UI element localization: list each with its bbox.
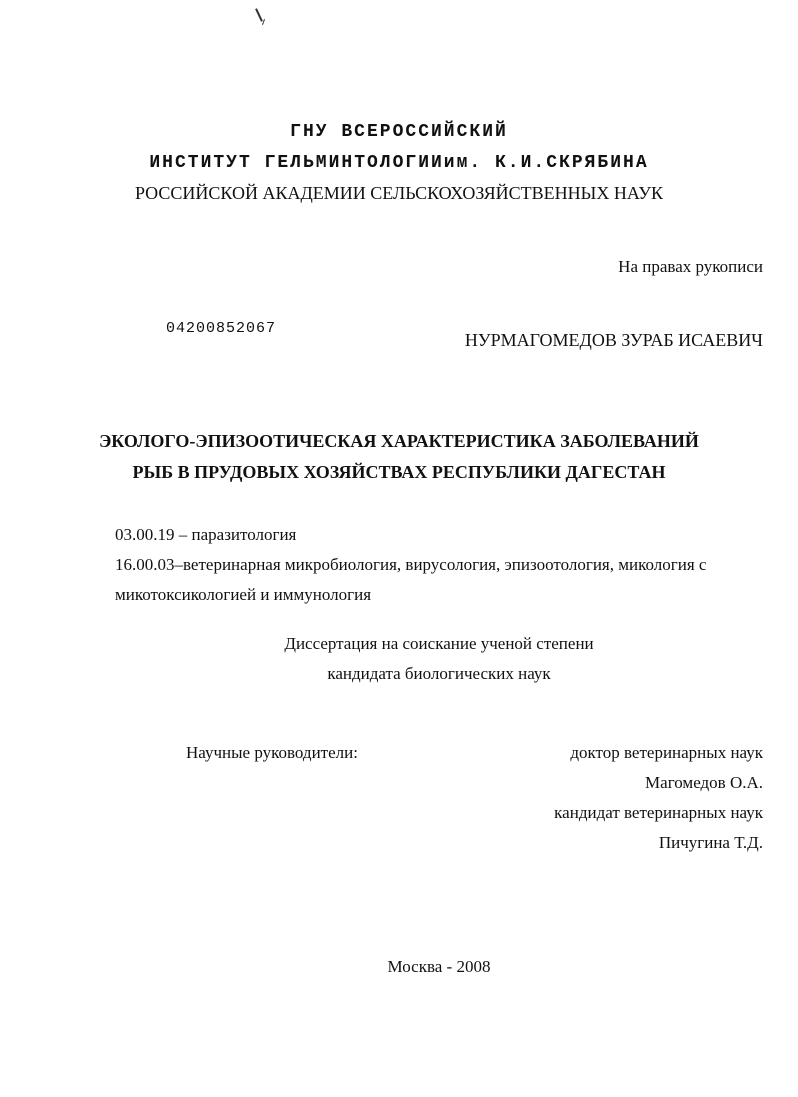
supervisors-label: Научные руководители:: [186, 743, 358, 762]
thesis-title-line1: ЭКОЛОГО-ЭПИЗООТИЧЕСКАЯ ХАРАКТЕРИСТИКА ЗАБОЛЕВАНИЙ: [99, 431, 699, 451]
author-name: НУРМАГОМЕДОВ ЗУРАБ ИСАЕВИЧ: [464, 330, 763, 350]
supervisor-1-degree: доктор ветеринарных наук: [570, 743, 763, 762]
scan-mark: [262, 19, 265, 25]
supervisor-2-degree: кандидат ветеринарных наук: [554, 803, 763, 822]
institute-header-line2: ИНСТИТУТ ГЕЛЬМИНТОЛОГИИим. К.И.СКРЯБИНА: [149, 153, 649, 173]
manuscript-note: На правах рукописи: [618, 257, 763, 276]
specialty-2-line1: 16.00.03–ветеринарная микробиология, вирусология, эпизоотология, микология с: [115, 555, 707, 574]
place-year: Москва - 2008: [387, 957, 491, 976]
supervisor-2-name: Пичугина Т.Д.: [658, 833, 763, 852]
catalog-code: 04200852067: [166, 320, 277, 337]
scan-mark: [255, 8, 263, 22]
thesis-title-line2: РЫБ В ПРУДОВЫХ ХОЗЯЙСТВАХ РЕСПУБЛИКИ ДАГЕСТАН: [132, 462, 666, 482]
supervisor-1-name: Магомедов О.А.: [645, 773, 763, 792]
institute-header-line3: РОССИЙСКОЙ АКАДЕМИИ СЕЛЬСКОХОЗЯЙСТВЕННЫХ НАУК: [134, 183, 664, 203]
specialty-1: 03.00.19 – паразитология: [115, 525, 297, 544]
dissertation-line1: Диссертация на соискание ученой степени: [284, 634, 594, 653]
dissertation-line2: кандидата биологических наук: [327, 664, 551, 683]
specialty-2-line2: микотоксикологией и иммунология: [115, 585, 372, 604]
institute-header-line1: ГНУ ВСЕРОССИЙСКИЙ: [290, 122, 508, 142]
